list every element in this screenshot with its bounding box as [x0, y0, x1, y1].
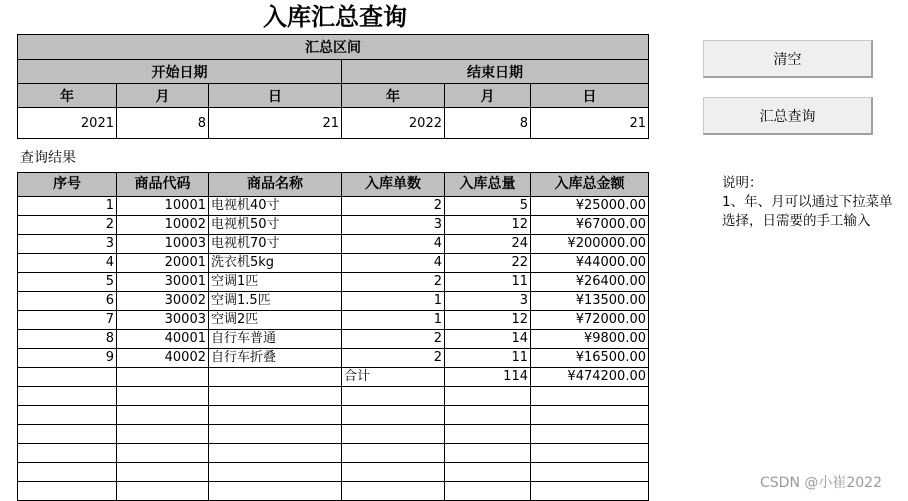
empty-cell[interactable] [209, 444, 342, 463]
product-code[interactable]: 10002 [117, 216, 209, 235]
empty-cell[interactable] [117, 482, 209, 501]
empty-cell[interactable] [209, 482, 342, 501]
row-index[interactable]: 1 [18, 197, 117, 216]
empty-row [18, 406, 649, 425]
order-count[interactable]: 4 [342, 235, 445, 254]
product-name[interactable]: 空调1匹 [209, 273, 342, 292]
empty-cell[interactable] [445, 406, 531, 425]
empty-cell[interactable] [445, 463, 531, 482]
row-index[interactable]: 8 [18, 330, 117, 349]
table-row [18, 273, 649, 292]
empty-cell[interactable] [117, 406, 209, 425]
empty-cell[interactable] [117, 387, 209, 406]
product-name[interactable]: 电视机70寸 [209, 235, 342, 254]
total-amount[interactable]: ¥44000.00 [531, 254, 649, 273]
product-name[interactable]: 自行车折叠 [209, 349, 342, 368]
note-text: 1、年、月可以通过下拉菜单选择，日需要的手工输入 [722, 194, 893, 229]
empty-cell[interactable] [445, 425, 531, 444]
empty-cell[interactable] [18, 425, 117, 444]
empty-cell[interactable] [18, 482, 117, 501]
result-table [17, 172, 649, 501]
total-quantity[interactable]: 3 [445, 292, 531, 311]
row-index[interactable]: 7 [18, 311, 117, 330]
empty-cell[interactable] [342, 444, 445, 463]
empty-row [18, 425, 649, 444]
total-quantity-sum[interactable]: 114 [445, 368, 531, 387]
column-header: 商品名称 [209, 173, 342, 197]
empty-row [18, 444, 649, 463]
column-header: 入库总金额 [531, 173, 649, 197]
order-count[interactable]: 2 [342, 330, 445, 349]
empty-cell[interactable] [117, 463, 209, 482]
empty-cell[interactable] [209, 406, 342, 425]
empty-cell[interactable] [531, 463, 649, 482]
total-amount-sum[interactable]: ¥474200.00 [531, 368, 649, 387]
product-name[interactable]: 空调2匹 [209, 311, 342, 330]
total-amount[interactable]: ¥26400.00 [531, 273, 649, 292]
end-month-cell[interactable]: 8 [445, 108, 531, 139]
product-name[interactable]: 电视机50寸 [209, 216, 342, 235]
total-amount[interactable]: ¥200000.00 [531, 235, 649, 254]
summary-range-table [17, 34, 649, 139]
empty-cell[interactable] [117, 444, 209, 463]
product-code[interactable]: 10003 [117, 235, 209, 254]
product-code[interactable]: 20001 [117, 254, 209, 273]
empty-cell[interactable] [342, 463, 445, 482]
result-section-label: 查询结果 [20, 150, 76, 166]
empty-cell[interactable] [18, 368, 117, 387]
order-count[interactable]: 1 [342, 292, 445, 311]
product-code[interactable]: 30002 [117, 292, 209, 311]
column-header: 序号 [18, 173, 117, 197]
empty-cell[interactable] [342, 387, 445, 406]
clear-button[interactable]: 清空 [703, 40, 873, 78]
order-count[interactable]: 2 [342, 197, 445, 216]
empty-cell[interactable] [445, 482, 531, 501]
table-row [18, 235, 649, 254]
table-row [18, 330, 649, 349]
start-date-header: 开始日期 [18, 60, 342, 84]
empty-cell[interactable] [18, 387, 117, 406]
empty-row [18, 463, 649, 482]
empty-cell[interactable] [209, 368, 342, 387]
table-row [18, 197, 649, 216]
column-header: 商品代码 [117, 173, 209, 197]
summary-query-button[interactable]: 汇总查询 [703, 97, 873, 135]
empty-row [18, 482, 649, 501]
product-code[interactable]: 30003 [117, 311, 209, 330]
total-quantity[interactable]: 12 [445, 311, 531, 330]
total-quantity[interactable]: 12 [445, 216, 531, 235]
empty-cell[interactable] [117, 368, 209, 387]
product-code[interactable]: 30001 [117, 273, 209, 292]
empty-cell[interactable] [209, 425, 342, 444]
empty-cell[interactable] [531, 444, 649, 463]
start-month-cell[interactable]: 8 [117, 108, 209, 139]
table-row [18, 349, 649, 368]
row-index[interactable]: 9 [18, 349, 117, 368]
start-month-header: 月 [117, 84, 209, 108]
total-quantity[interactable]: 11 [445, 349, 531, 368]
total-label[interactable]: 合计 [342, 368, 445, 387]
range-section-header: 汇总区间 [18, 35, 649, 60]
empty-cell[interactable] [18, 406, 117, 425]
order-count[interactable]: 1 [342, 311, 445, 330]
column-header: 入库单数 [342, 173, 445, 197]
empty-cell[interactable] [18, 444, 117, 463]
product-name[interactable]: 自行车普通 [209, 330, 342, 349]
table-row [18, 292, 649, 311]
empty-cell[interactable] [209, 387, 342, 406]
empty-cell[interactable] [531, 387, 649, 406]
total-row [18, 368, 649, 387]
empty-cell[interactable] [445, 387, 531, 406]
empty-cell[interactable] [342, 406, 445, 425]
total-quantity[interactable]: 11 [445, 273, 531, 292]
watermark: CSDN @小崔2022 [760, 475, 882, 491]
product-code[interactable]: 10001 [117, 197, 209, 216]
end-day-header: 日 [531, 84, 649, 108]
empty-cell[interactable] [18, 463, 117, 482]
product-name[interactable]: 空调1.5匹 [209, 292, 342, 311]
empty-cell[interactable] [342, 425, 445, 444]
product-code[interactable]: 40002 [117, 349, 209, 368]
order-count[interactable]: 3 [342, 216, 445, 235]
order-count[interactable]: 4 [342, 254, 445, 273]
table-row [18, 254, 649, 273]
empty-cell[interactable] [531, 406, 649, 425]
total-quantity[interactable]: 22 [445, 254, 531, 273]
note-heading: 说明： [722, 175, 763, 191]
table-row [18, 311, 649, 330]
end-day-cell[interactable]: 21 [531, 108, 649, 139]
total-amount[interactable]: ¥13500.00 [531, 292, 649, 311]
product-name[interactable]: 洗衣机5kg [209, 254, 342, 273]
start-year-cell[interactable]: 2021 [18, 108, 117, 139]
end-month-header: 月 [445, 84, 531, 108]
table-row [18, 216, 649, 235]
total-amount[interactable]: ¥72000.00 [531, 311, 649, 330]
row-index[interactable]: 4 [18, 254, 117, 273]
instructions-note [722, 174, 902, 231]
total-quantity[interactable]: 5 [445, 197, 531, 216]
empty-cell[interactable] [117, 425, 209, 444]
empty-cell[interactable] [342, 482, 445, 501]
row-index[interactable]: 5 [18, 273, 117, 292]
empty-cell[interactable] [531, 482, 649, 501]
row-index[interactable]: 2 [18, 216, 117, 235]
end-year-cell[interactable]: 2022 [342, 108, 445, 139]
total-amount[interactable]: ¥67000.00 [531, 216, 649, 235]
start-day-header: 日 [209, 84, 342, 108]
total-amount[interactable]: ¥16500.00 [531, 349, 649, 368]
end-year-header: 年 [342, 84, 445, 108]
start-year-header: 年 [18, 84, 117, 108]
start-day-cell[interactable]: 21 [209, 108, 342, 139]
order-count[interactable]: 2 [342, 273, 445, 292]
total-amount[interactable]: ¥9800.00 [531, 330, 649, 349]
row-index[interactable]: 3 [18, 235, 117, 254]
empty-row [18, 387, 649, 406]
row-index[interactable]: 6 [18, 292, 117, 311]
empty-cell[interactable] [209, 463, 342, 482]
empty-cell[interactable] [445, 444, 531, 463]
page-title: 入库汇总查询 [263, 3, 407, 31]
empty-cell[interactable] [531, 425, 649, 444]
product-code[interactable]: 40001 [117, 330, 209, 349]
total-quantity[interactable]: 14 [445, 330, 531, 349]
total-amount[interactable]: ¥25000.00 [531, 197, 649, 216]
end-date-header: 结束日期 [342, 60, 649, 84]
total-quantity[interactable]: 24 [445, 235, 531, 254]
product-name[interactable]: 电视机40寸 [209, 197, 342, 216]
column-header: 入库总量 [445, 173, 531, 197]
order-count[interactable]: 2 [342, 349, 445, 368]
